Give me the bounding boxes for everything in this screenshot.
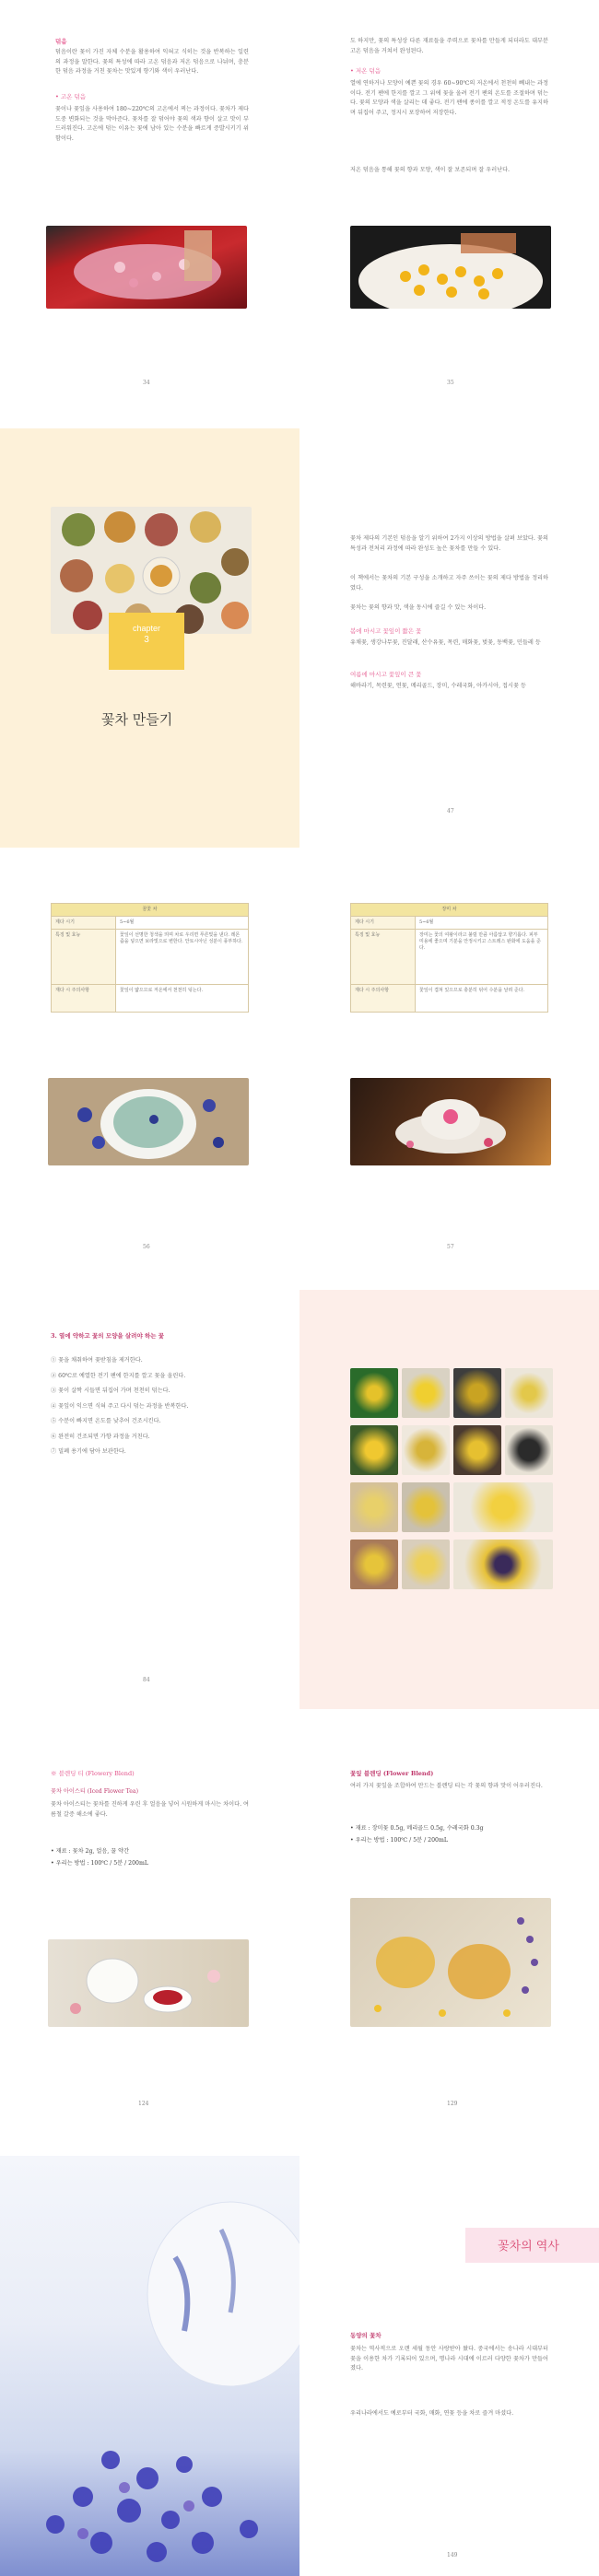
section-heading: 동양의 꽃차 — [350, 2332, 382, 2339]
recipe-method: • 우리는 방법 : 100℃ / 5분 / 200mL — [350, 1837, 448, 1844]
step-photo — [350, 1425, 398, 1475]
recipe-ingredients: • 재료 : 장미꽃 0.5g, 메리골드 0.5g, 수레국화 0.3g — [350, 1825, 484, 1832]
paragraph: 이 책에서는 꽃차의 기본 구성을 소개하고 자주 쓰이는 꽃의 제다 방법을 정리하였다. — [350, 575, 548, 591]
step-photo — [350, 1540, 398, 1589]
chapter-number: 3 — [144, 635, 149, 645]
step-item: ⑥ 완전히 건조되면 가향 과정을 거친다. — [51, 1433, 150, 1440]
step-item: ① 꽃을 채취하여 꽃받침을 제거한다. — [51, 1357, 143, 1364]
paragraph: 열에 연하거나 모양이 예쁜 꽃의 경우 60~90℃의 저온에서 천천히 뻬내는 과정이다. 전기 팬에 한지를 깔고 그 위에 꽃을 올려 전기 팬의 온도를 조절하며 덖는다. 꽃의 모양과 색을 살리는 데 좋다. 전기 팬에 종이를 깔고 적정 온도를 유지하며 뒤집어 주고, 정지시 포장하여 저장한다. — [350, 80, 548, 116]
spread-4 — [0, 1290, 599, 1709]
subheading: • 저온 덖음 — [350, 67, 382, 75]
step-photo — [402, 1368, 450, 1418]
flower-info-table — [51, 903, 249, 1013]
page-number: 56 — [143, 1244, 150, 1250]
page-57 — [300, 889, 599, 1276]
chapter-opener-page — [0, 428, 300, 848]
spread-5 — [0, 1732, 599, 2137]
step-photo — [402, 1425, 450, 1475]
flower-petals-illustration — [46, 226, 247, 309]
page-number: 124 — [138, 2101, 149, 2107]
paragraph: 꽃이나 꽃잎을 사용하여 180~220℃의 고온에서 찌는 과정이다. 꽃차가 제다 도중 변화되는 것을 막아준다. 꽃차를 잘 덖어야 꽃의 색과 향이 살고 맛이 부드러워진다. 고온에 덖는 이유는 꽃에 남아 있는 수분을 빠르게 증발시키기 위함이다. — [55, 106, 249, 142]
step-photo-grid — [350, 1368, 553, 1598]
cornflower-teapot-illustration — [0, 2156, 300, 2576]
section-heading: 3. 열에 약하고 꽃의 모양을 살려야 하는 꽃 — [51, 1332, 165, 1340]
step-item: ② 60℃로 예열한 전기 팬에 한지를 깔고 꽃을 올린다. — [51, 1372, 186, 1379]
spread-2 — [0, 428, 599, 848]
flower-list: 유채꽃, 생강나무꽃, 진달래, 산수유꽃, 목련, 매화꽃, 벚꽃, 동백꽃, 민들레 등 — [350, 639, 541, 646]
page-35 — [300, 0, 599, 401]
subtitle: 꽃차 아이스티 (Iced Flower Tea) — [51, 1788, 138, 1795]
step-photo — [402, 1482, 450, 1532]
table-row: 제다 시기 5~6월 — [52, 917, 249, 930]
steps-list — [51, 1356, 249, 1458]
paragraph: 꽃차 제다의 기본인 덖음을 알기 위하여 2가지 이상의 방법을 살펴 보았다. 꽃의 특성과 전처리 과정에 따라 완성도 높은 꽃차를 만들 수 있다. — [350, 535, 548, 552]
step-photo — [453, 1482, 553, 1532]
paragraph: 우리나라에서도 예로부터 국화, 매화, 연꽃 등을 차로 즐겨 마셨다. — [350, 2410, 514, 2417]
step-item: ⑤ 수분이 빠지면 온도를 낮추어 건조시킨다. — [51, 1418, 161, 1424]
spread-1 — [0, 0, 599, 401]
table-row: 재다 시 주의사항 꽃잎이 얇으므로 저온에서 천천히 덖는다. — [52, 985, 249, 1013]
step-photo — [402, 1540, 450, 1589]
drying-flowers-photo — [350, 226, 551, 309]
iced-tea-photo — [48, 1939, 249, 2027]
spread-3 — [0, 889, 599, 1276]
paragraph: 여러 가지 꽃잎을 조합하여 만드는 블렌딩 티는 각 꽃의 향과 맛이 어우러진다. — [350, 1783, 543, 1789]
page-84 — [0, 1290, 300, 1709]
paragraph: 덖음이란 꽃이 가진 자체 수분을 활용하여 익혀고 식히는 것을 반복하는 일련의 과정을 말한다. 꽃의 특성에 따라 고온 덖음과 저온 덖음으로 나뉘며, 충분한 덖음 과정을 거친 꽃차는 맛있게 향기와 색이 우러난다. — [55, 49, 249, 75]
page-number: 34 — [143, 380, 150, 386]
spread-6 — [0, 2156, 599, 2576]
page-number: 149 — [447, 2552, 458, 2558]
step-photo — [505, 1425, 553, 1475]
table-row: 특징 및 효능 꽃잎이 선명한 청색을 띄며 차로 우리면 푸른빛을 낸다. 레몬즙을 넣으면 보라빛으로 변한다. 안토시아닌 성분이 풍부하다. — [52, 930, 249, 985]
history-photo-page — [0, 2156, 300, 2576]
rose-tea-cup-illustration — [350, 1078, 551, 1165]
step-photo — [350, 1482, 398, 1532]
step-item: ③ 꽃이 살짝 시들면 뒤집어 가며 천천히 덖는다. — [51, 1388, 170, 1394]
page-number: 47 — [447, 808, 454, 814]
page-149 — [300, 2156, 599, 2576]
recipe-method: • 우리는 방법 : 100℃ / 5분 / 200mL — [51, 1860, 148, 1867]
yellow-flowers-on-pan-illustration — [350, 226, 551, 309]
paragraph: 꽃차는 역사적으로 오랜 세월 동안 사랑받아 왔다. 중국에서는 송나라 시대부터 꽃을 이용한 차가 기록되어 있으며, 명나라 시대에 이르러 다양한 꽃차가 만들어졌다. — [350, 2346, 548, 2371]
chapter-label: chapter — [132, 624, 161, 633]
page-56 — [0, 889, 300, 1276]
step-photo — [453, 1540, 553, 1589]
blend-tea-photo — [350, 1898, 551, 2027]
page-47 — [300, 428, 599, 848]
subheading: 여름에 마시고 꽃잎이 큰 꽃 — [350, 671, 422, 678]
step-photos-page — [300, 1290, 599, 1709]
history-title-banner — [465, 2228, 599, 2263]
cornflower-tea-photo — [0, 2156, 300, 2576]
section-title: ※ 블렌딩 티 (Flowery Blend) — [51, 1770, 135, 1777]
step-item: ④ 꽃잎이 익으면 식혀 주고 다시 덖는 과정을 반복한다. — [51, 1402, 189, 1410]
table-row: 재다 시 주의사항 꽃잎이 겹쳐 있으므로 충분히 덖어 수분을 날려 준다. — [351, 985, 548, 1013]
blue-tea-cup-illustration — [48, 1078, 249, 1165]
history-title: 꽃차의 역사 — [498, 2240, 559, 2254]
step-photo — [350, 1368, 398, 1418]
table-title: 장미 차 — [351, 904, 548, 917]
paragraph: 도 하지만, 꽃의 특성상 다른 재료들을 주력으로 꽃차를 만들게 되더라도 대부분 고온 덖음을 거쳐서 완성된다. — [350, 38, 548, 54]
paragraph: 꽃차는 꽃의 향과 맛, 색을 동시에 즐길 수 있는 차이다. — [350, 604, 487, 611]
chapter-title: 꽃차 만들기 — [101, 711, 173, 728]
paragraph: 꽃차 아이스티는 꽃차를 진하게 우린 후 얼음을 넣어 시원하게 마시는 차이다. 여름철 갈증 해소에 좋다. — [51, 1801, 249, 1818]
page-34 — [0, 0, 300, 401]
subheading: 봄에 마시고 꽃잎이 짧은 꽃 — [350, 627, 422, 635]
table-row: 제다 시기 5~6월 — [351, 917, 548, 930]
subheading: • 고온 덖음 — [55, 93, 87, 100]
teapot-and-cup-illustration — [48, 1939, 249, 2027]
flower-list: 해바라기, 목련꽃, 연꽃, 메리골드, 장미, 수레국화, 아카시아, 접시꽃 등 — [350, 683, 526, 689]
rose-tea-photo — [350, 1078, 551, 1165]
page-number: 35 — [447, 380, 454, 386]
roasting-flowers-photo — [46, 226, 247, 309]
glass-tea-cups-illustration — [350, 1898, 551, 2027]
paragraph: 저온 덖음을 통해 꽃의 향과 모양, 색이 잘 보존되며 잘 우러난다. — [350, 167, 511, 173]
step-photo — [505, 1368, 553, 1418]
table-row: 특징 및 효능 장미는 꽃의 여왕이라고 불릴 만큼 아름답고 향기롭다. 피부 미용에 좋으며 기분을 안정시키고 스트레스 완화에 도움을 준다. — [351, 930, 548, 985]
chapter-badge — [109, 613, 184, 670]
table-title: 꿈꽃 차 — [52, 904, 249, 917]
section-heading: 덖음 — [55, 38, 67, 45]
page-129 — [300, 1732, 599, 2137]
page-number: 129 — [447, 2101, 458, 2107]
page-number: 84 — [143, 1677, 150, 1683]
page-124 — [0, 1732, 300, 2137]
section-title: 꽃잎 블렌딩 (Flower Blend) — [350, 1770, 434, 1777]
step-photo — [453, 1425, 501, 1475]
flower-info-table — [350, 903, 548, 1013]
butterfly-pea-tea-photo — [48, 1078, 249, 1165]
recipe-ingredients: • 재료 : 꽃차 2g, 얼음, 꿀 약간 — [51, 1848, 130, 1855]
step-photo — [453, 1368, 501, 1418]
page-number: 57 — [447, 1244, 454, 1250]
step-item: ⑦ 밀폐 용기에 담아 보관한다. — [51, 1448, 126, 1455]
